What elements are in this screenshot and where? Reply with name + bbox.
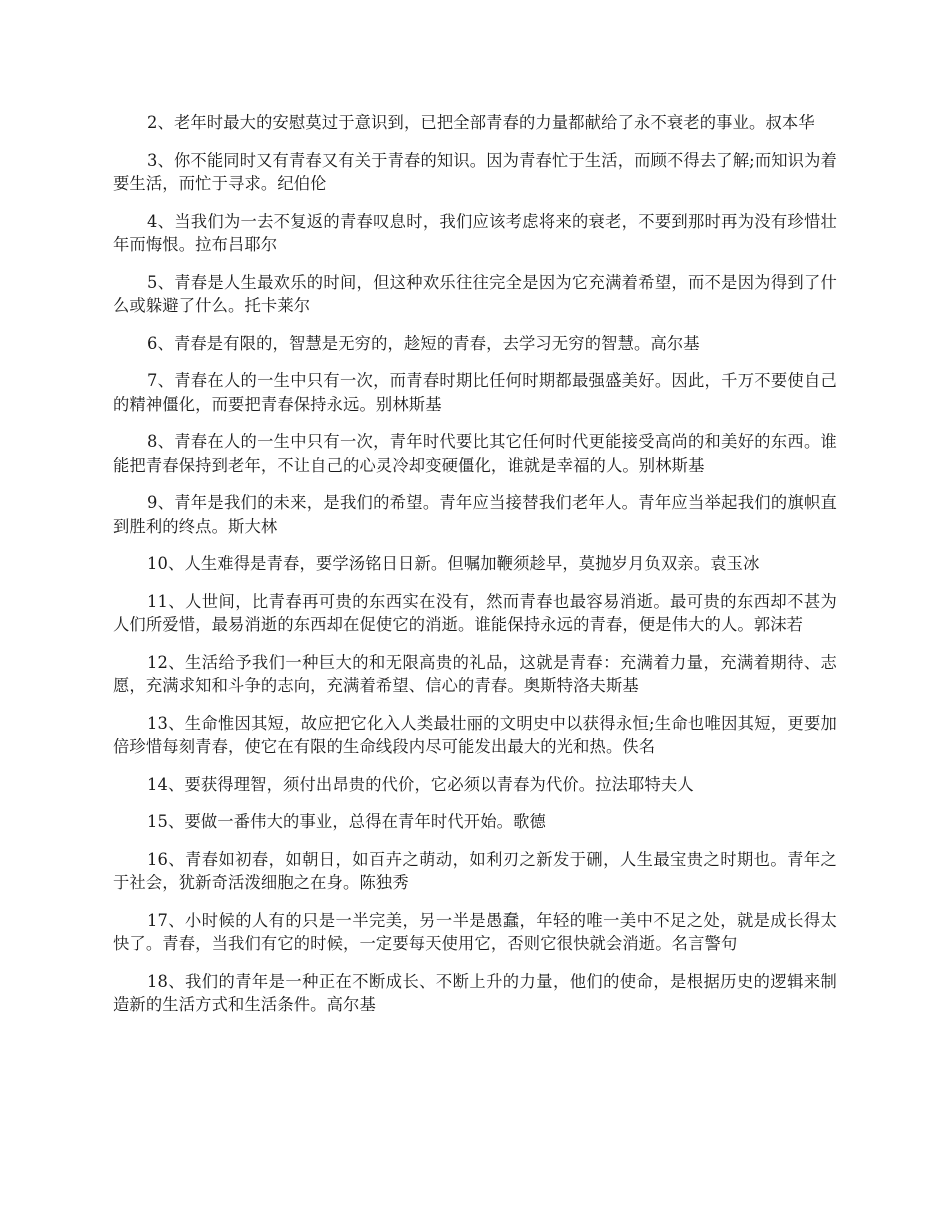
quote-paragraph: 17、小时候的人有的只是一半完美，另一半是愚蠢，年轻的唯一美中不足之处，就是成长得太快了。青春，当我们有它的时候，一定要每天使用它，否则它很快就会消逝。名言警句	[113, 910, 837, 953]
quote-paragraph: 4、当我们为一去不复返的青春叹息时，我们应该考虑将来的衰老，不要到那时再为没有珍惜壮年而悔恨。拉布吕耶尔	[113, 211, 837, 254]
quote-paragraph: 15、要做一番伟大的事业，总得在青年时代开始。歌德	[147, 812, 546, 831]
quote-paragraph: 14、要获得理智，须付出昂贵的代价，它必须以青春为代价。拉法耶特夫人	[147, 774, 694, 794]
quote-paragraph: 5、青春是人生最欢乐的时间，但这种欢乐往往完全是因为它充满着希望，而不是因为得到了什么或躲避了什么。托卡莱尔	[113, 272, 837, 315]
quote-paragraph: 8、青春在人的一生中只有一次，青年时代要比其它任何时代更能接受高尚的和美好的东西。谁能把青春保持到老年，不让自己的心灵冷却变硬僵化，谁就是幸福的人。别林斯基	[113, 432, 837, 475]
quote-paragraph: 10、人生难得是青春，要学汤铭日日新。但嘱加鞭须趁早，莫抛岁月负双亲。袁玉冰	[147, 554, 760, 573]
quote-paragraph: 11、人世间，比青春再可贵的东西实在没有，然而青春也最容易消逝。最可贵的东西却不甚为人们所爱惜，最易消逝的东西却在促使它的消逝。谁能保持永远的青春，便是伟大的人。郭沫若	[113, 591, 837, 634]
quote-paragraph: 12、生活给予我们一种巨大的和无限高贵的礼品，这就是青春：充满着力量，充满着期待、志愿，充满求知和斗争的志向，充满着希望、信心的青春。奥斯特洛夫斯基	[113, 652, 837, 695]
quote-paragraph: 6、青春是有限的，智慧是无穷的，趁短的青春，去学习无穷的智慧。高尔基	[147, 333, 700, 353]
quote-paragraph: 18、我们的青年是一种正在不断成长、不断上升的力量，他们的使命，是根据历史的逻辑来制造新的生活方式和生活条件。高尔基	[113, 971, 837, 1014]
quote-paragraph: 2、老年时最大的安慰莫过于意识到，已把全部青春的力量都献给了永不衰老的事业。叔本华	[147, 113, 815, 132]
quote-paragraph: 9、青年是我们的未来，是我们的希望。青年应当接替我们老年人。青年应当举起我们的旗帜直到胜利的终点。斯大林	[113, 493, 837, 536]
quote-paragraph: 13、生命惟因其短，故应把它化入人类最壮丽的文明史中以获得永恒;生命也唯因其短，更要加倍珍惜每刻青春，使它在有限的生命线段内尽可能发出最大的光和热。佚名	[113, 713, 837, 756]
quote-paragraph: 16、青春如初春，如朝日，如百卉之萌动，如利刃之新发于硎，人生最宝贵之时期也。青年之于社会，犹新奇活泼细胞之在身。陈独秀	[113, 849, 837, 892]
quote-paragraph: 3、你不能同时又有青春又有关于青春的知识。因为青春忙于生活，而顾不得去了解;而知识为着要生活，而忙于寻求。纪伯伦	[113, 150, 837, 193]
quote-paragraph: 7、青春在人的一生中只有一次，而青春时期比任何时期都最强盛美好。因此，千万不要使自己的精神僵化，而要把青春保持永远。别林斯基	[113, 371, 837, 414]
document-body	[113, 111, 837, 1031]
